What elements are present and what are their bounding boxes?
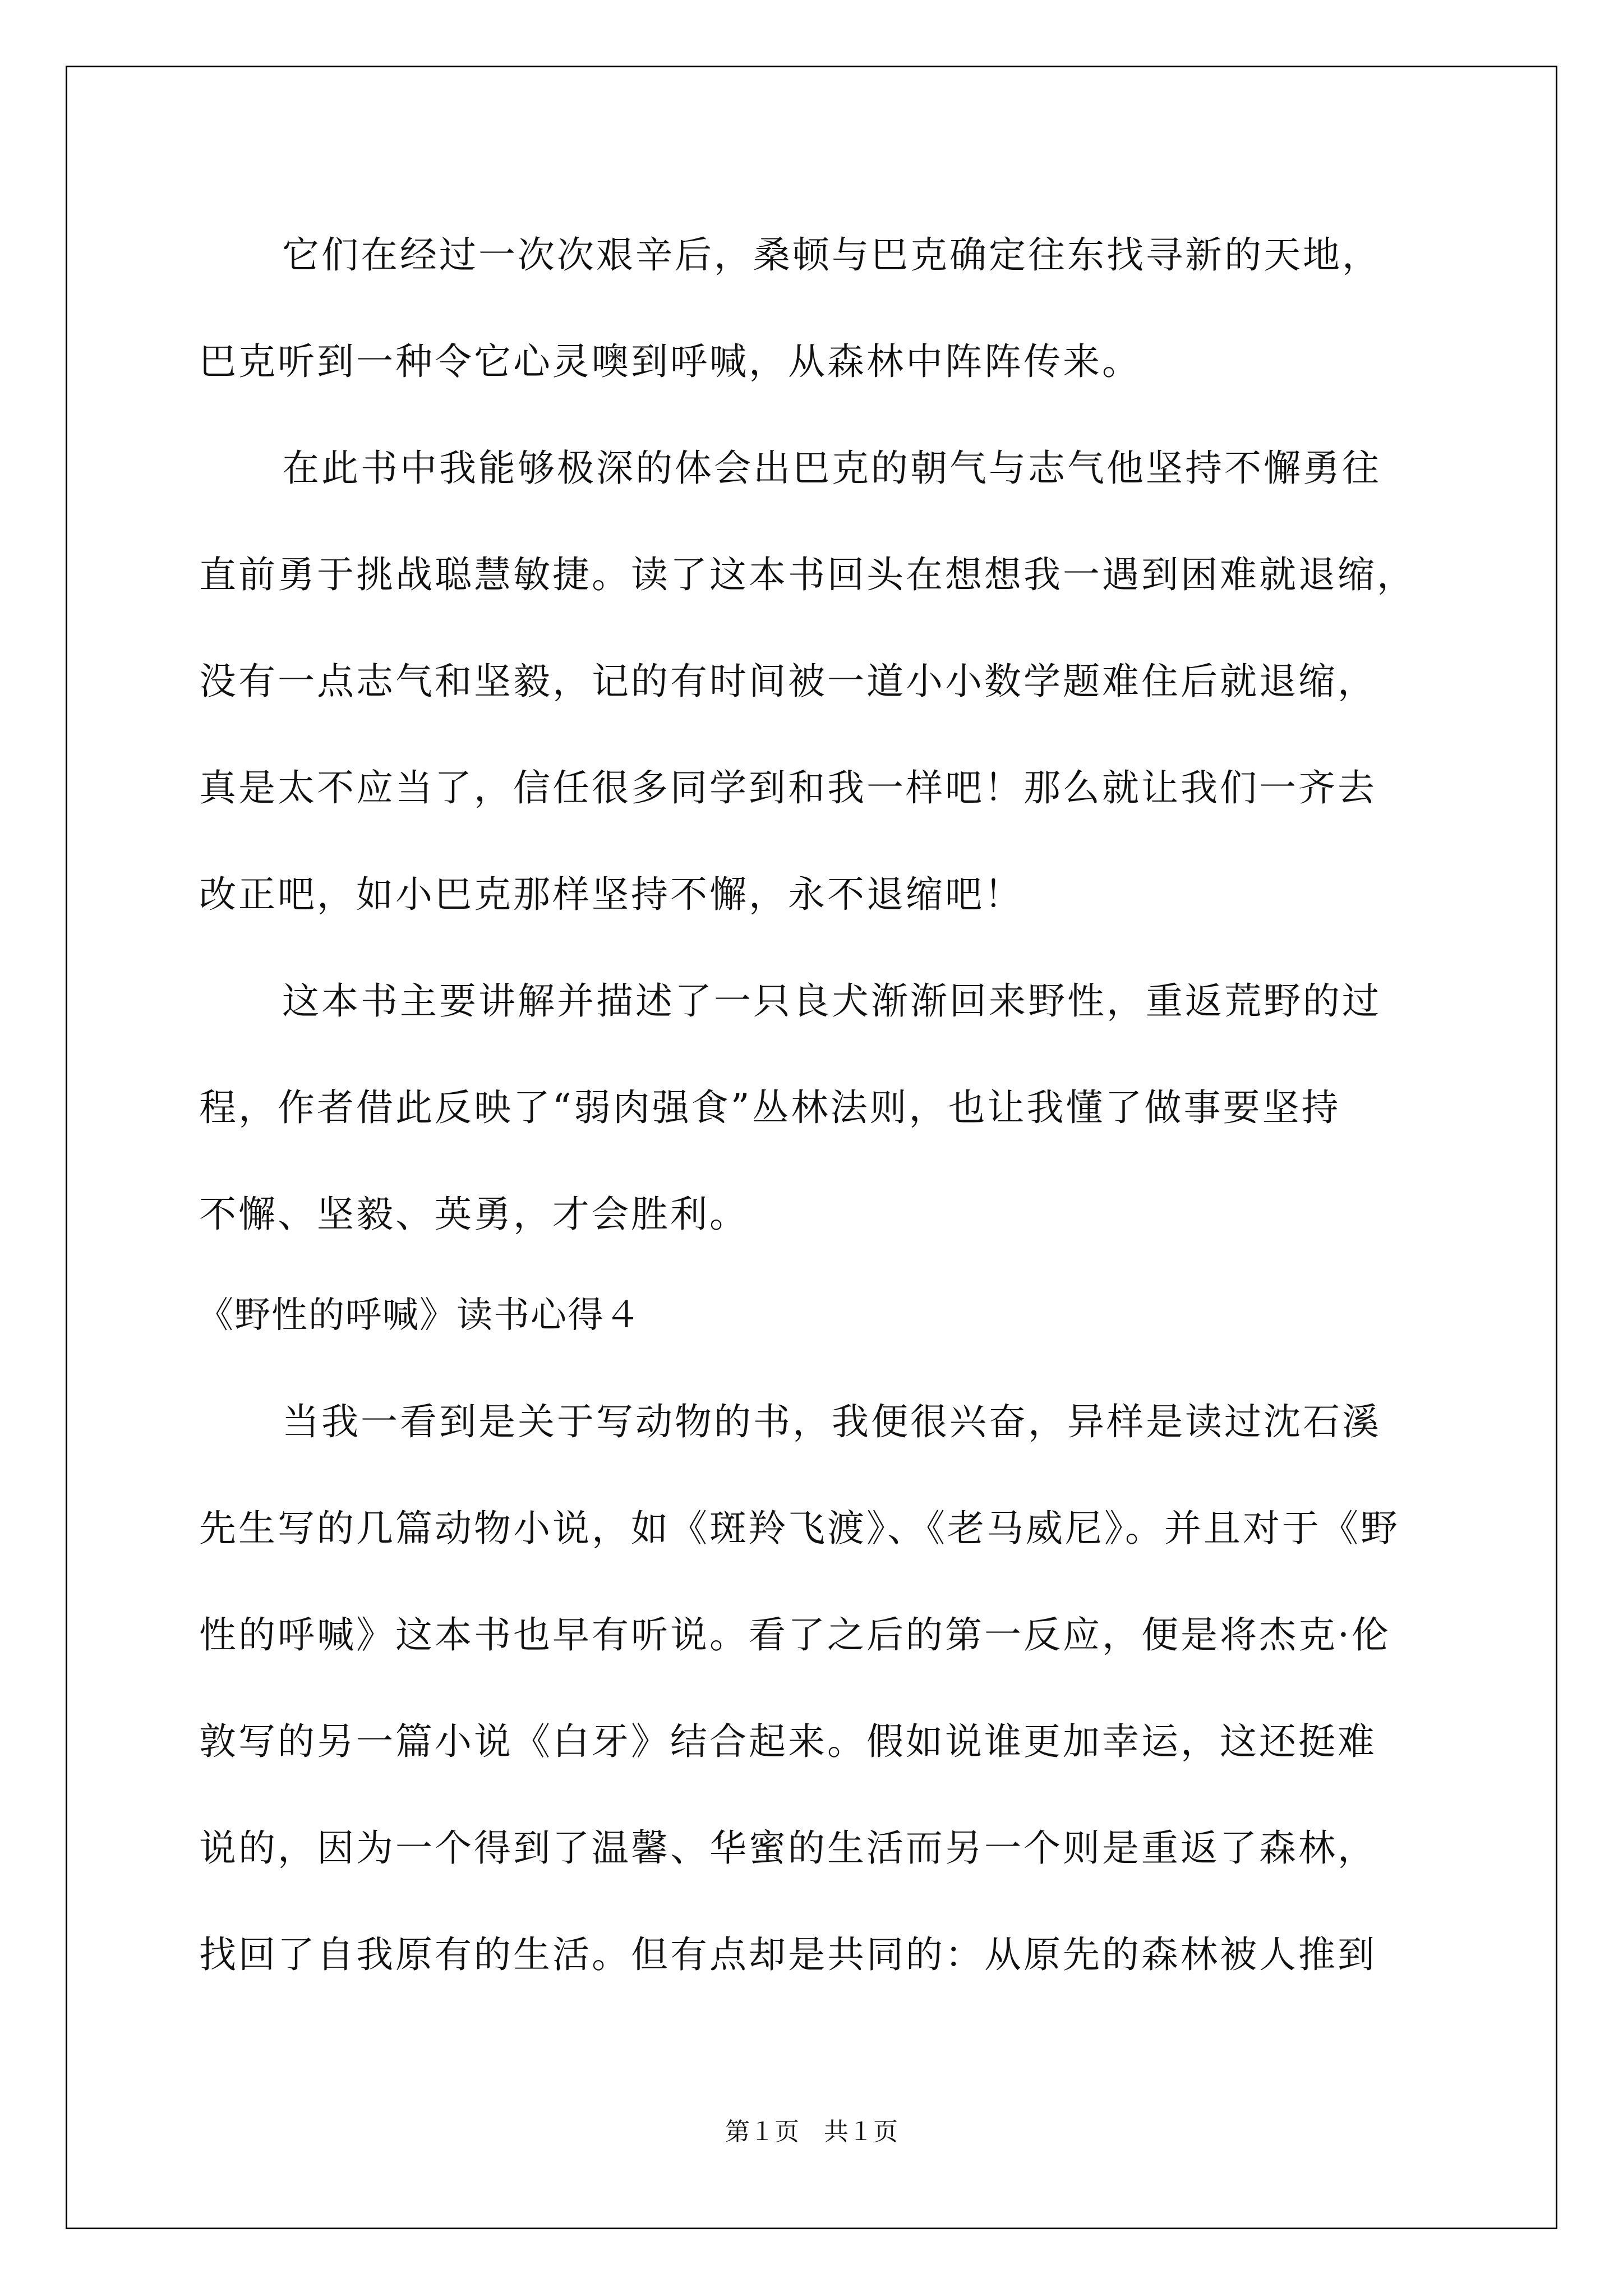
paragraph-4-line-3: 性的呼喊》这本书也早有听说。看了之后的第一反应，便是将杰克·伦 <box>199 1613 1391 1657</box>
paragraph-4-line-5: 说的，因为一个得到了温馨、华蜜的生活而另一个则是重返了森林， <box>199 1826 1377 1870</box>
paragraph-1-line-2: 巴克听到一种令它心灵噢到呼喊，从森林中阵阵传来。 <box>199 340 1141 383</box>
paragraph-2-line-5: 改正吧，如小巴克那样坚持不懈，永不退缩吧！ <box>199 873 1023 916</box>
paragraph-2-line-3: 没有一点志气和坚毅，记的有时间被一道小小数学题难住后就退缩， <box>199 660 1377 703</box>
paragraph-4-line-4: 敦写的另一篇小说《白牙》结合起来。假如说谁更加幸运，这还挺难 <box>199 1720 1377 1763</box>
page-border <box>66 66 1557 2229</box>
paragraph-3-line-1: 这本书主要讲解并描述了一只良犬渐渐回来野性，重返荒野的过 <box>282 979 1381 1023</box>
paragraph-2-line-1: 在此书中我能够极深的体会出巴克的朝气与志气他坚持不懈勇往 <box>282 447 1381 490</box>
paragraph-4-line-2: 先生写的几篇动物小说，如《斑羚飞渡》、《老马威尼》。并且对于《野 <box>199 1507 1400 1550</box>
paragraph-3-line-3: 不懈、坚毅、英勇，才会胜利。 <box>199 1193 749 1236</box>
page-number-footer: 第１页 共１页 <box>725 2118 898 2146</box>
paragraph-2-line-2: 直前勇于挑战聪慧敏捷。读了这本书回头在想想我一遇到困难就退缩， <box>199 553 1416 596</box>
section-heading: 《野性的呼喊》读书心得４ <box>197 1295 642 1336</box>
paragraph-2-line-4: 真是太不应当了，信任很多同学到和我一样吧！那么就让我们一齐去 <box>199 766 1377 809</box>
paragraph-3-line-2: 程，作者借此反映了“弱肉强食”丛林法则，也让我懂了做事要坚持 <box>199 1086 1341 1129</box>
paragraph-4-line-1: 当我一看到是关于写动物的书，我便很兴奋，异样是读过沈石溪 <box>282 1400 1381 1443</box>
paragraph-1-line-1: 它们在经过一次次艰辛后，桑顿与巴克确定往东找寻新的天地， <box>282 233 1381 277</box>
paragraph-4-line-6: 找回了自我原有的生活。但有点却是共同的：从原先的森林被人推到 <box>199 1933 1377 1976</box>
